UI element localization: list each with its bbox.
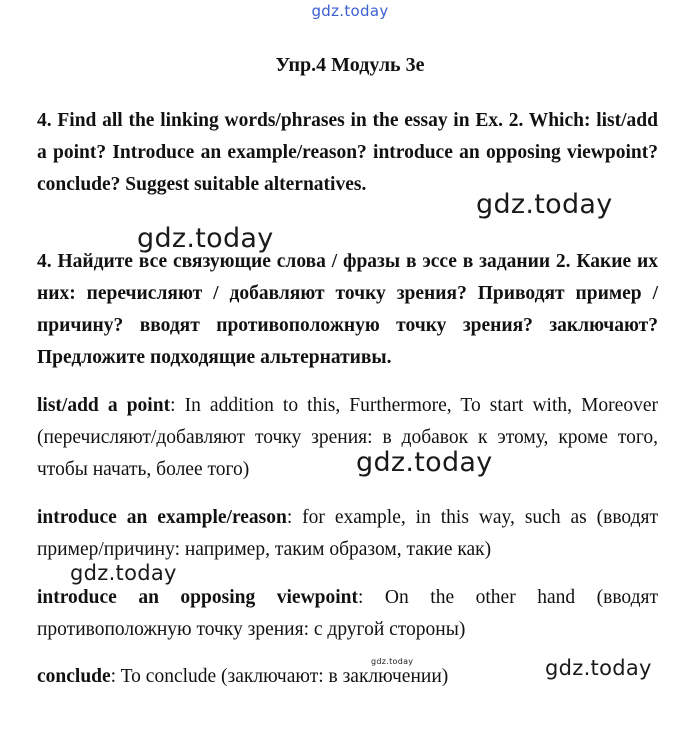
answer-term: introduce an example/reason [37, 507, 287, 528]
answer-opposing-viewpoint [37, 582, 658, 646]
answer-text: : for example, in this way, such as (вводят пример/причину: например, таким образом, такие как) [37, 507, 659, 560]
watermark: gdz.today [476, 189, 613, 220]
answer-introduce-example [37, 502, 658, 566]
watermark: gdz.today [545, 656, 652, 680]
answer-term: list/add a point [37, 395, 171, 416]
answer-text: : In addition to this, Furthermore, To start with, Moreover (перечисляют/добавляют точку зрения: в добавок к этому, кроме того, чтобы начать, более того) [37, 395, 658, 480]
answer-text: : To conclude (заключают: в заключении) [110, 666, 449, 687]
watermark-small: gdz.today [371, 657, 414, 666]
exercise-instruction-english: 4. Find all the linking words/phrases in the essay in Ex. 2. Which: list/add a point? Introduce an example/reason? introduce an opposing viewpoint? conclude? Suggest suitable alternatives. [37, 110, 658, 195]
watermark: gdz.today [70, 561, 177, 585]
answer-list-add-point [37, 390, 658, 486]
answer-conclude [37, 661, 658, 693]
answer-term: introduce an opposing viewpoint [37, 587, 358, 608]
watermark: gdz.today [356, 447, 493, 478]
answer-term: conclude [37, 666, 111, 687]
watermark-top: gdz.today [311, 2, 389, 20]
answer-text: : On the other hand (вводят противоположную точку зрения: с другой стороны) [37, 587, 658, 640]
watermark: gdz.today [137, 223, 274, 254]
exercise-instruction-russian: 4. Найдите все связующие слова / фразы в эссе в задании 2. Какие их них: перечисляют / добавляют точку зрения? Приводят пример / причину? вводят противоположную точку зрения? заключают? Предложите подходящие альтернативы. [37, 251, 658, 368]
page-title: Упр.4 Модуль 3е [275, 54, 425, 76]
